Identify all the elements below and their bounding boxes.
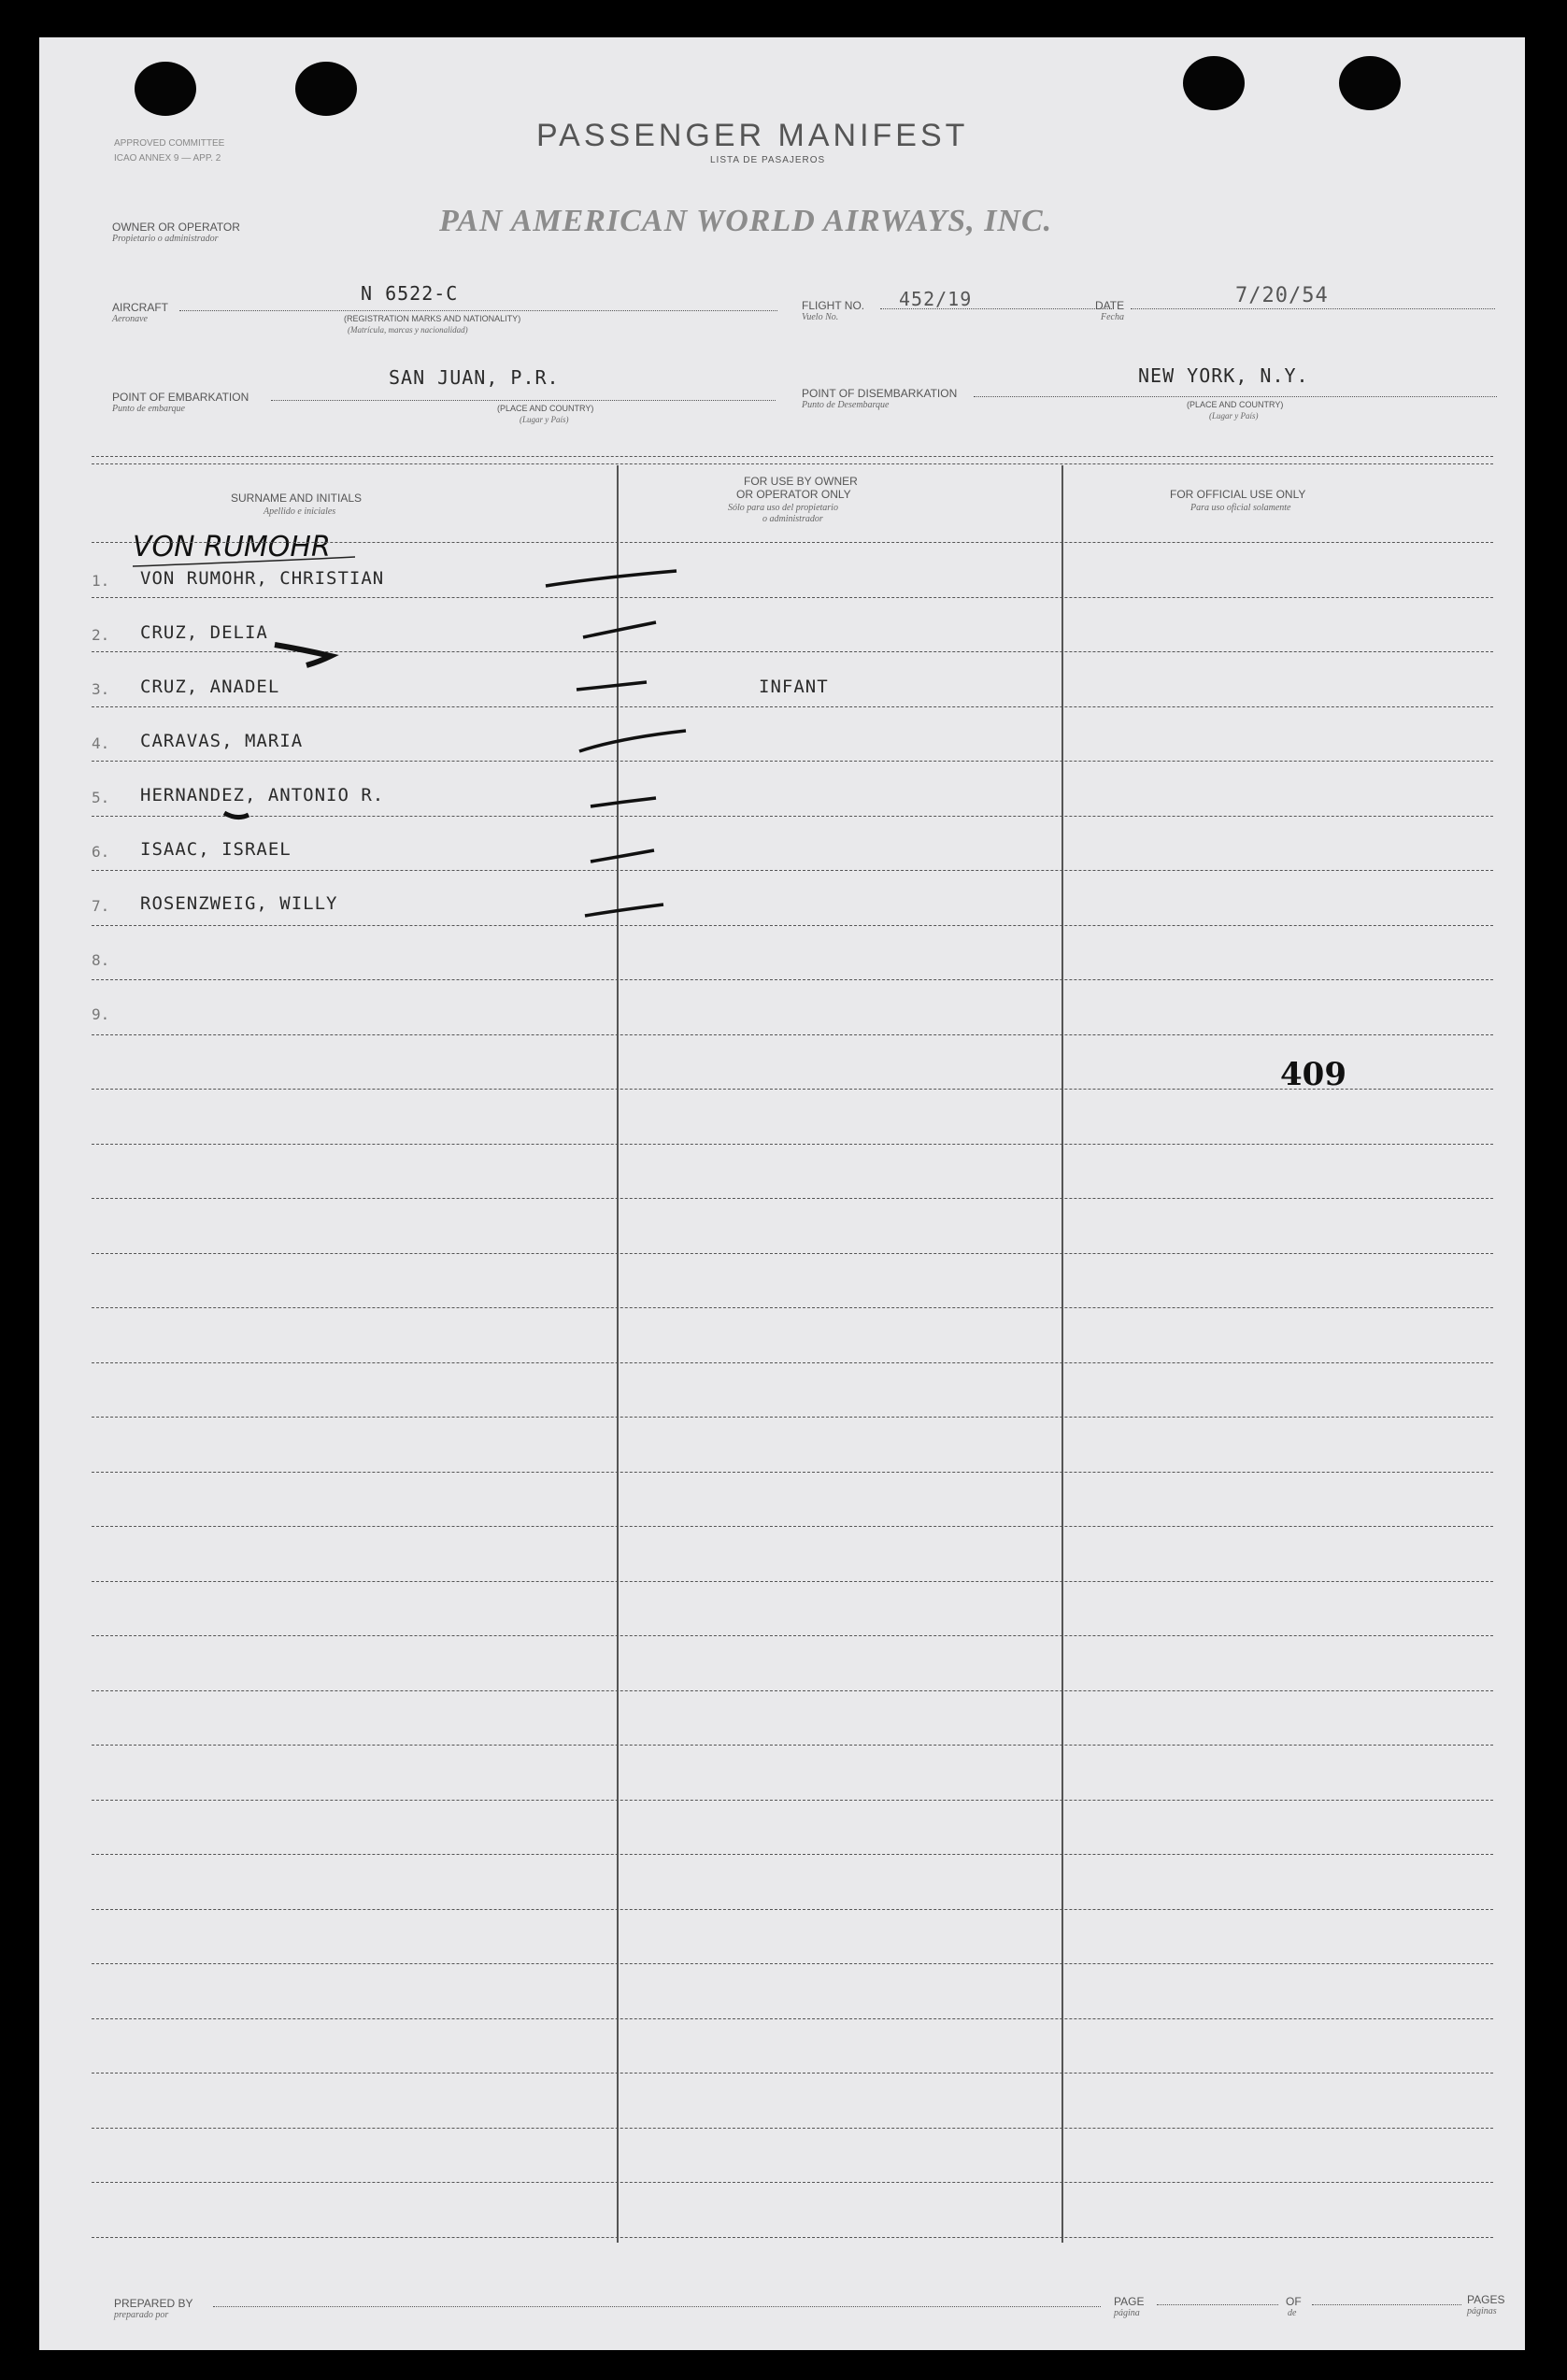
pages-label-es: páginas	[1467, 2306, 1497, 2316]
flight-label-es: Vuelo No.	[802, 312, 839, 322]
check-mark	[583, 622, 656, 637]
date-value: 7/20/54	[1235, 284, 1329, 307]
aircraft-sub-es: (Matrícula, marcas y nacionalidad)	[348, 325, 468, 335]
of-underline	[1312, 2304, 1461, 2305]
underline-mark	[133, 557, 355, 566]
row-number: 8.	[92, 951, 110, 969]
column-header-owner-es: o administrador	[762, 514, 823, 524]
check-mark	[546, 571, 677, 586]
check-mark	[577, 682, 647, 690]
passenger-name: CRUZ, ANADEL	[140, 677, 280, 697]
ink-smudge	[275, 645, 331, 665]
handwritten-correction: VON RUMOHR	[133, 531, 331, 563]
passenger-name: ISAAC, ISRAEL	[140, 839, 292, 860]
embark-sub: (PLACE AND COUNTRY)	[497, 404, 594, 413]
column-header-owner: OR OPERATOR ONLY	[736, 488, 851, 501]
embark-sub-es: (Lugar y País)	[520, 415, 569, 424]
manifest-sheet	[39, 37, 1525, 2350]
page-stamp-number: 409	[1280, 1056, 1346, 1093]
disembark-label: POINT OF DISEMBARKATION	[802, 387, 958, 400]
passenger-name: HERNANDEZ, ANTONIO R.	[140, 785, 385, 805]
icao-note: ICAO ANNEX 9 — APP. 2	[114, 153, 221, 164]
page-underline	[1157, 2304, 1278, 2305]
of-label: OF	[1286, 2295, 1302, 2308]
prepared-by-label: PREPARED BY	[114, 2297, 193, 2310]
date-label: DATE	[1095, 299, 1125, 312]
flight-value: 452/19	[899, 288, 973, 310]
aircraft-sub: (REGISTRATION MARKS AND NATIONALITY)	[344, 314, 521, 323]
aircraft-label: AIRCRAFT	[112, 301, 168, 314]
passenger-note: INFANT	[759, 677, 829, 697]
check-mark	[579, 731, 686, 751]
of-label-es: de	[1288, 2308, 1297, 2318]
disembark-sub-es: (Lugar y País)	[1209, 411, 1259, 420]
check-mark	[585, 905, 663, 916]
row-number: 5.	[92, 789, 110, 806]
page-label: PAGE	[1114, 2295, 1145, 2308]
date-label-es: Fecha	[1101, 312, 1124, 322]
pages-label: PAGES	[1467, 2293, 1505, 2306]
row-number: 2.	[92, 626, 110, 644]
passenger-name: ROSENZWEIG, WILLY	[140, 893, 338, 914]
column-header-official: FOR OFFICIAL USE ONLY	[1170, 488, 1306, 501]
page-title: PASSENGER MANIFEST	[536, 118, 969, 153]
column-header-owner-es: Sólo para uso del propietario	[728, 503, 838, 513]
approval-note: APPROVED COMMITTEE	[114, 138, 225, 149]
prepared-by-underline	[213, 2306, 1101, 2307]
ink-smudge	[224, 813, 249, 818]
column-header-official-es: Para uso oficial solamente	[1190, 503, 1291, 513]
row-number: 7.	[92, 897, 110, 915]
airline-name: PAN AMERICAN WORLD AIRWAYS, INC.	[439, 204, 1053, 238]
disembark-sub: (PLACE AND COUNTRY)	[1187, 400, 1284, 409]
embark-value: SAN JUAN, P.R.	[389, 366, 560, 389]
embark-label: POINT OF EMBARKATION	[112, 391, 249, 404]
passenger-name: VON RUMOHR, CHRISTIAN	[140, 568, 385, 589]
page-label-es: página	[1114, 2308, 1140, 2318]
row-number: 3.	[92, 680, 110, 698]
check-mark	[591, 798, 656, 806]
aircraft-label-es: Aeronave	[112, 314, 148, 324]
disembark-value: NEW YORK, N.Y.	[1138, 364, 1309, 387]
passenger-name: CARAVAS, MARIA	[140, 731, 304, 751]
check-marks	[39, 37, 1525, 2350]
embark-label-es: Punto de embarque	[112, 404, 185, 414]
column-header-owner: FOR USE BY OWNER	[744, 475, 858, 488]
row-number: 9.	[92, 1005, 110, 1023]
passenger-name: CRUZ, DELIA	[140, 622, 268, 643]
row-number: 4.	[92, 734, 110, 752]
prepared-by-label-es: preparado por	[114, 2310, 169, 2320]
aircraft-value: N 6522-C	[361, 282, 459, 305]
column-header-surname: SURNAME AND INITIALS	[231, 492, 363, 505]
owner-label: OWNER OR OPERATOR	[112, 221, 240, 234]
check-mark	[591, 850, 654, 862]
flight-label: FLIGHT NO.	[802, 299, 865, 312]
disembark-label-es: Punto de Desembarque	[802, 400, 890, 410]
row-number: 1.	[92, 572, 110, 590]
owner-label-es: Propietario o administrador	[112, 234, 219, 244]
row-number: 6.	[92, 843, 110, 861]
page-title-es: LISTA DE PASAJEROS	[710, 155, 826, 165]
column-header-surname-es: Apellido e iniciales	[264, 506, 336, 517]
